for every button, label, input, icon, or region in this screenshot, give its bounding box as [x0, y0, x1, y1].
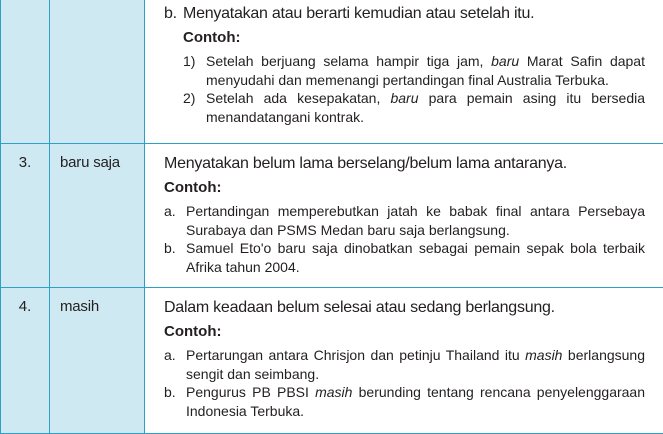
row-number-cell — [0, 144, 50, 288]
example-list — [164, 346, 663, 420]
definition-text: Menyatakan atau berarti kemudian atau setelah itu. — [183, 5, 535, 22]
term: masih — [60, 298, 100, 315]
list-item — [164, 346, 663, 383]
example-text: para pemain asing itu bersedia menandatangani kontrak. — [206, 90, 646, 125]
example-italic-word: masih — [315, 384, 353, 400]
term-cell — [50, 0, 145, 144]
list-marker: b. — [164, 384, 176, 400]
example-heading: Contoh: — [164, 179, 222, 196]
description-cell — [145, 288, 663, 434]
list-item — [183, 89, 663, 126]
term: baru saja — [60, 154, 120, 171]
example-heading: Contoh: — [183, 29, 241, 46]
definition — [164, 4, 663, 24]
list-item — [164, 202, 663, 239]
example-text: Marat Safin dapat menyudahi dan memenangi pertandingan final Australia Terbuka. — [206, 53, 645, 88]
row-number-cell — [0, 0, 50, 144]
list-item — [164, 239, 663, 276]
row-number-cell — [0, 288, 50, 434]
list-item — [183, 52, 663, 89]
example-text: berunding tentang rencana penyelenggaraan Indonesia Terbuka. — [186, 384, 646, 419]
example-italic-word: baru — [390, 90, 419, 106]
example-heading: Contoh: — [164, 323, 222, 340]
definition-marker: b. — [164, 5, 177, 22]
example-italic-word: masih — [525, 347, 563, 363]
example-italic-word: baru — [491, 53, 520, 69]
definition: Menyatakan belum lama berselang/belum lama antaranya. — [164, 155, 567, 172]
list-item — [164, 383, 663, 420]
row-number: 3. — [18, 154, 32, 171]
term-cell — [50, 288, 145, 434]
example-text: Pengurus PB PBSI — [186, 384, 316, 400]
term-cell — [50, 144, 145, 288]
list-marker: 2) — [183, 90, 196, 106]
list-marker: a. — [164, 347, 176, 363]
row-number: 4. — [18, 298, 32, 315]
description-cell — [145, 0, 663, 144]
list-marker: a. — [164, 203, 176, 219]
example-list — [164, 202, 663, 276]
example-text: Pertandingan memperebutkan jatah ke babak final antara Persebaya Surabaya dan PSMS Medan baru saja berlangsung. — [186, 203, 645, 238]
list-marker: b. — [164, 240, 176, 256]
example-text: Setelah ada kesepakatan, — [206, 90, 391, 106]
description-cell — [145, 144, 663, 288]
example-list — [183, 52, 663, 126]
example-text: berlangsung sengit dan seimbang. — [186, 347, 645, 382]
example-text: Samuel Eto'o baru saja dinobatkan sebagai pemain sepak bola terbaik Afrika tahun 2004. — [186, 240, 645, 275]
example-text: Pertarungan antara Chrisjon dan petinju Thailand itu — [186, 347, 526, 363]
example-text: Setelah berjuang selama hampir tiga jam, — [206, 53, 492, 69]
definition: Dalam keadaan belum selesai atau sedang berlangsung. — [164, 299, 555, 316]
list-marker: 1) — [183, 53, 196, 69]
